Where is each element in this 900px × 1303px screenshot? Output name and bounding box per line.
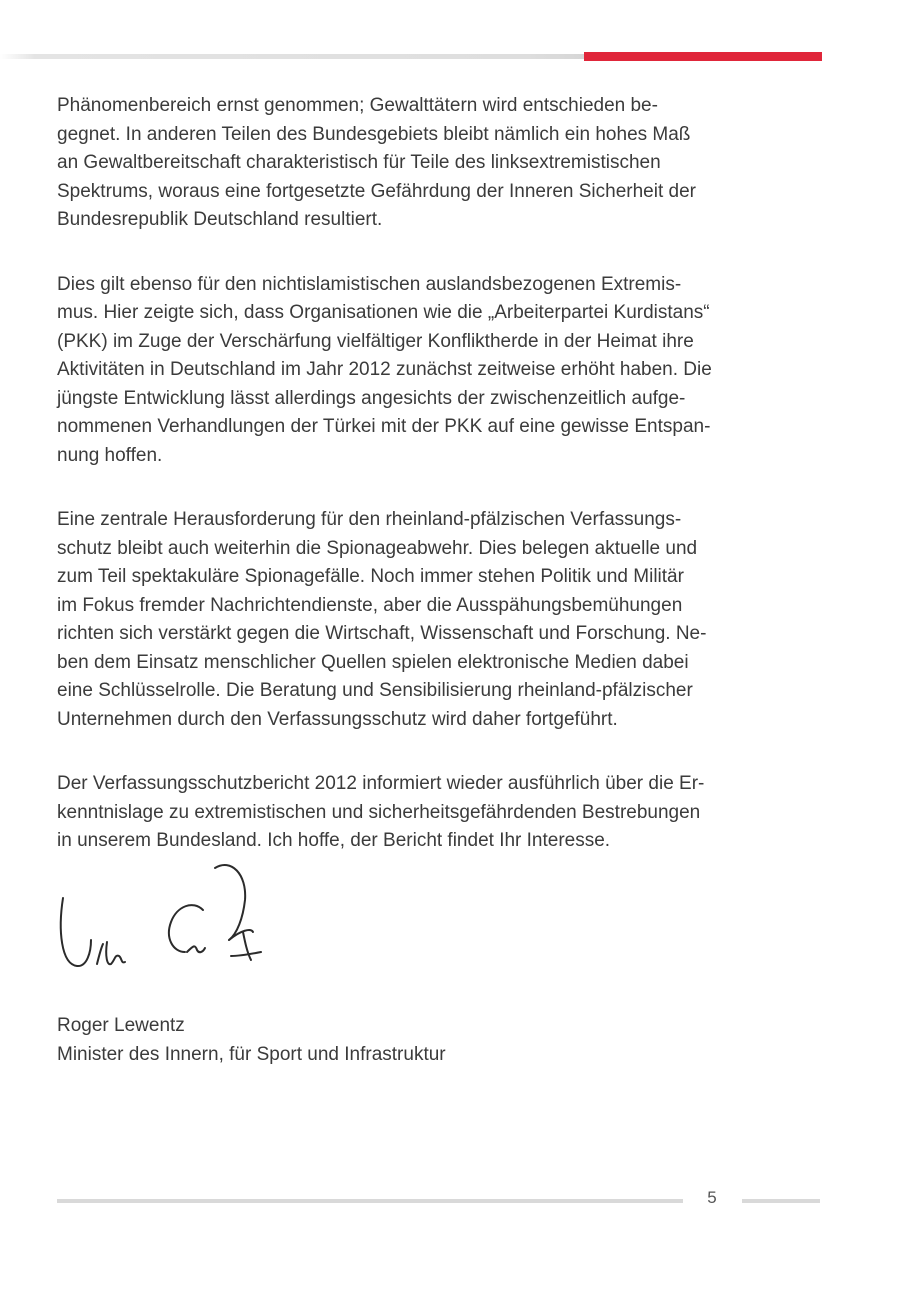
text-line: in unserem Bundesland. Ich hoffe, der Bericht findet Ihr Interesse. xyxy=(57,830,611,851)
paragraph-4 xyxy=(57,770,802,856)
text-line: ben dem Einsatz menschlicher Quellen spielen elektronische Medien dabei xyxy=(57,651,689,673)
handwritten-signature xyxy=(55,860,275,982)
header-rule xyxy=(0,54,584,59)
letter-body xyxy=(57,92,802,892)
text-line: Bundesrepublik Deutschland resultiert. xyxy=(57,209,383,230)
header-accent-bar xyxy=(584,52,822,61)
text-line: Eine zentrale Herausforderung für den rheinland-pfälzischen Verfassungs- xyxy=(57,509,682,530)
text-line: Unternehmen durch den Verfassungsschutz wird daher fortgeführt. xyxy=(57,708,618,730)
signer-title: Minister des Innern, für Sport und Infrastruktur xyxy=(57,1043,446,1065)
text-line: jüngste Entwicklung lässt allerdings angesichts der zwischenzeitlich aufge- xyxy=(57,387,686,409)
text-line: eine Schlüsselrolle. Die Beratung und Sensibilisierung rheinland-pfälzischer xyxy=(57,680,693,701)
text-line: Der Verfassungsschutzbericht 2012 informiert wieder ausführlich über die Er- xyxy=(57,773,705,794)
text-line: Spektrums, woraus eine fortgesetzte Gefährdung der Inneren Sicherheit der xyxy=(57,180,696,202)
text-line: Phänomenbereich ernst genommen; Gewalttätern wird entschieden be- xyxy=(57,95,658,116)
text-line: Dies gilt ebenso für den nichtislamistischen auslandsbezogenen Extremis- xyxy=(57,273,682,295)
text-line: nommenen Verhandlungen der Türkei mit der PKK auf eine gewisse Entspan- xyxy=(57,416,711,437)
paragraph-1 xyxy=(57,92,802,235)
footer-rule xyxy=(57,1199,683,1203)
signer-name: Roger Lewentz xyxy=(57,1015,185,1036)
text-line: Aktivitäten in Deutschland im Jahr 2012 zunächst zeitweise erhöht haben. Die xyxy=(57,359,712,380)
text-line: an Gewaltbereitschaft charakteristisch für Teile des linksextremistischen xyxy=(57,152,661,173)
page-number: 5 xyxy=(707,1188,717,1207)
text-line: nung hoffen. xyxy=(57,444,163,466)
signer-block xyxy=(57,1012,446,1069)
text-line: kenntnislage zu extremistischen und sicherheitsgefährdenden Bestrebungen xyxy=(57,801,701,823)
text-line: zum Teil spektakuläre Spionagefälle. Noch immer stehen Politik und Militär xyxy=(57,566,684,587)
text-line: schutz bleibt auch weiterhin die Spionageabwehr. Dies belegen aktuelle und xyxy=(57,537,698,559)
text-line: (PKK) im Zuge der Verschärfung vielfältiger Konfliktherde in der Heimat ihre xyxy=(57,330,694,352)
text-line: richten sich verstärkt gegen die Wirtschaft, Wissenschaft und Forschung. Ne- xyxy=(57,623,707,644)
footer-rule-right xyxy=(742,1199,820,1203)
paragraph-3 xyxy=(57,506,802,734)
text-line: gegnet. In anderen Teilen des Bundesgebiets bleibt nämlich ein hohes Maß xyxy=(57,123,691,145)
text-line: mus. Hier zeigte sich, dass Organisationen wie die „Arbeiterpartei Kurdistans“ xyxy=(57,302,710,323)
paragraph-2 xyxy=(57,271,802,471)
text-line: im Fokus fremder Nachrichtendienste, aber die Ausspähungsbemühungen xyxy=(57,594,683,616)
